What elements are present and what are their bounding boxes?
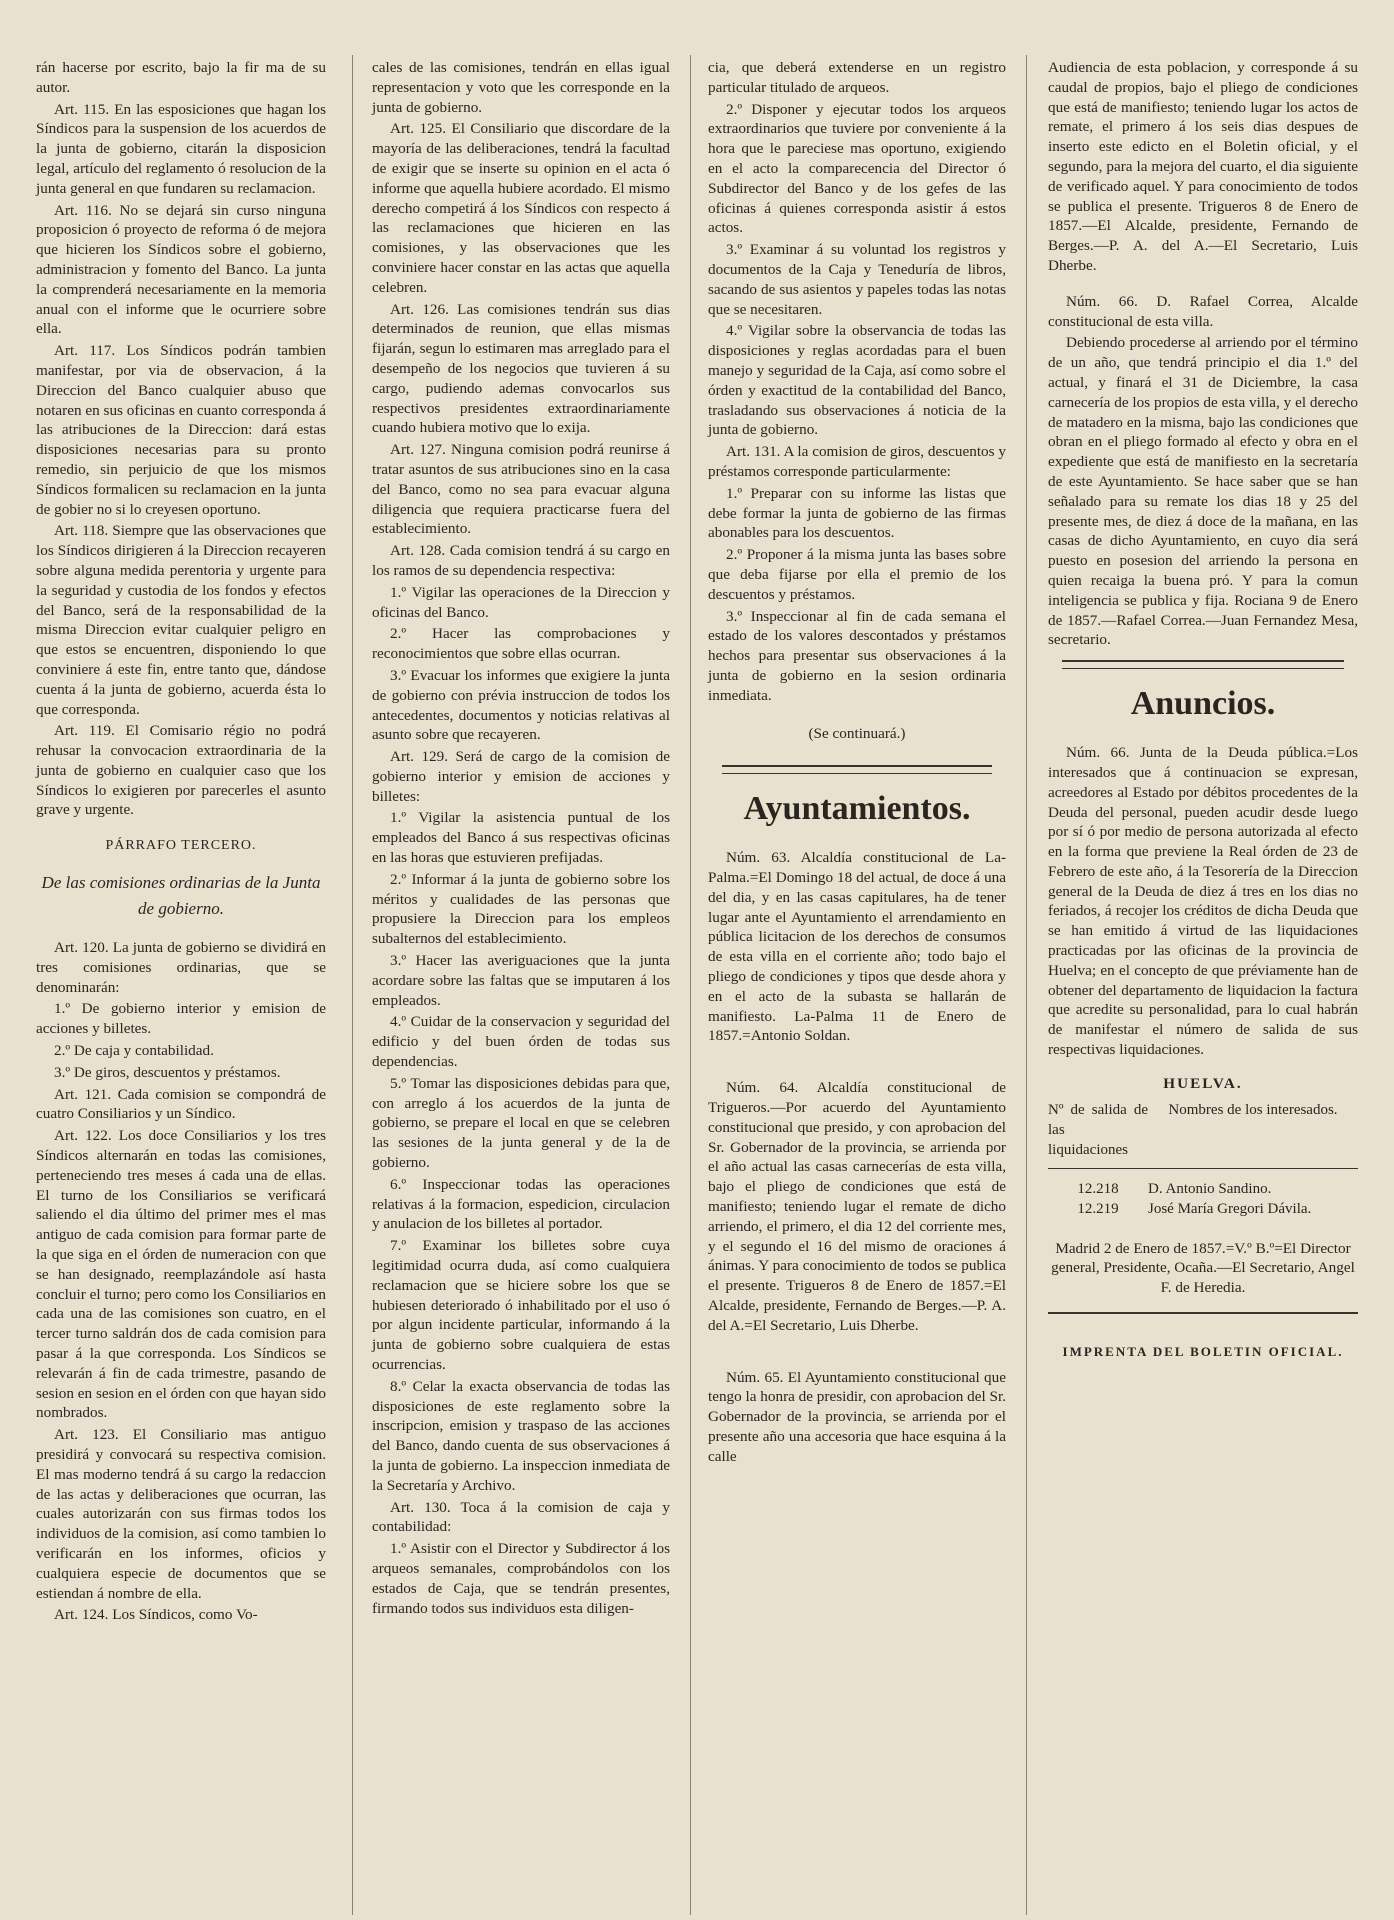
list-item: 1.º Asistir con el Director y Subdirector á los arqueos semanales, comprobándolos con los estados de Caja, que se tendrán presentes, firmando todos sus individuos esta diligen-: [372, 1540, 670, 1617]
table-header: [1048, 1100, 1358, 1160]
table-cell: 12.218: [1077, 1180, 1119, 1197]
signature: Madrid 2 de Enero de 1857.=V.º B.º=El Director general, Presidente, Ocaña.—El Secretario, Angel F. de Heredia.: [1051, 1239, 1355, 1297]
article-paragraph: Art. 127. Ninguna comision podrá reunirse á tratar asuntos de sus atribuciones sino en la casa del Banco, como no sea para evacuar alguna diligencia que requiera practicarse fuera del establecimiento.: [372, 441, 670, 538]
article-paragraph: Art. 116. No se dejará sin curso ninguna proposicion ó proyecto de reforma ó de mejora que hicieren los Síndicos sobre el gobierno, administracion y fomento del Banco. La junta la comprenderá necesariamente en la memoria anual con el informe que le ocurriere sobre ella.: [36, 201, 326, 338]
article-paragraph: Art. 125. El Consiliario que discordare de la mayoría de las deliberaciones, tendrá la facultad de exigir que se inserte su opinion en el acta ó informe que aquella hubiere acordado. El mismo derecho competirá á los Síndicos con respecto á las reclamaciones que hicieren en las comisiones, y las observaciones que les conviniere hacer constar en las actas que aquella celebren.: [372, 120, 670, 296]
list-item: 7.º Examinar los billetes sobre cuya legitimidad ocurra duda, así como cualquiera reclamacion que se hiciere sobre los que se hubiesen deteriorado ó inhabilitado por el uso ó por algun incidente particular, informando á la junta de gobierno sobre cualquiera de estas ocurrencias.: [372, 1237, 670, 1373]
list-item: 4.º Cuidar de la conservacion y seguridad del edificio y del buen órden de todas sus dependencias.: [372, 1013, 670, 1071]
imprint-rule: [1048, 1312, 1358, 1314]
list-item: 3.º Hacer las averiguaciones que la junta acordare sobre las faltas que se imputaren á los empleados.: [372, 952, 670, 1009]
column-rule: [352, 55, 353, 1915]
column-header: Nombres de los interesados.: [1168, 1101, 1338, 1118]
column-rule: [690, 55, 691, 1915]
list-item: 3.º Inspeccionar al fin de cada semana el estado de los valores descontados y préstamos hechos para presentar sus observaciones á la junta de gobierno en la sesion ordinaria inmediata.: [708, 607, 1006, 704]
paragraph: Audiencia de esta poblacion, y corresponde á su caudal de propios, bajo el pliego de condiciones que está de manifiesto; teniendo lugar los actos de remate, el primero á los seis dias despues de inserto este edicto en el Boletin oficial, y el segundo, para la mejora del cuarto, el dia siguiente de verificado aquel. Y para conocimiento de todos se publica el presente. Trigueros 8 de Enero de 1857.—El Alcalde, presidente, Fernando de Berges.—P. A. del A.—El Secretario, Luis Dherbe.: [1048, 59, 1358, 274]
table-cell: José María Gregori Dávila.: [1148, 1200, 1312, 1217]
column-header: Nº de salida de las liquidaciones: [1048, 1101, 1148, 1158]
list-item: 1.º Preparar con su informe las listas que debe formar la junta de gobierno de las firmas abonables para los descuentos.: [708, 484, 1006, 542]
article-paragraph: Art. 124. Los Síndicos, como Vo-: [54, 1606, 258, 1624]
table-cell: 12.219: [1077, 1200, 1119, 1217]
list-item: 1.º De gobierno interior y emision de acciones y billetes.: [36, 1000, 326, 1038]
column-4: [1048, 58, 1358, 1362]
column-3: [708, 58, 1006, 1469]
list-item: 3.º De giros, descuentos y préstamos.: [54, 1063, 281, 1081]
article-paragraph: Art. 126. Las comisiones tendrán sus dias determinados de reunion, que ellas mismas fijarán, segun lo estimaren mas arreglado para el desempeño de los negocios que tuvieren á su cargo, pudiendo ademas convocarlos sus respectivos presidentes extraordinariamente cuando hubiera motivo que lo exija.: [372, 300, 670, 437]
list-item: 3.º Examinar á su voluntad los registros y documentos de la Caja y Teneduría de libros, sacando de sus asientos y papeles todas las notas que se necesitaren.: [708, 241, 1006, 318]
notice: Núm. 66. Junta de la Deuda pública.=Los interesados que á continuacion se expresan, acreedores al Estado por débitos procedentes de la Deuda del personal, pueden acudir desde luego por sí ó por medio de persona autorizada al efecto en la forma que previene la Real órden de 23 de Febrero de este año, á la Tesorería de la Direccion general de la Deuda de diez á tres en los dias no feriados, á recojer los créditos de dicha Deuda que se han emitido á virtud de las liquidaciones practicadas por las oficinas de la provincia de Huelva; en el concepto de que préviamente han de obtener del departamento de liquidacion la factura que acredite su personalidad, para lo cual habrán de manifestar el número de salida de sus respectivas liquidaciones.: [1048, 744, 1358, 1059]
table-row: [1048, 1199, 1358, 1219]
list-item: 2.º De caja y contabilidad.: [54, 1042, 214, 1060]
notice: Debiendo procederse al arriendo por el término de un año, que tendrá principio el dia 1.º del actual, y finará el 31 de Diciembre, la casa carnecería de los propios de esta villa, y el derecho de matadero en la misma, bajo las condiciones que obran en el pliego formado al efecto y obra en el expediente que está de manifiesto en la secretaría de este Ayuntamiento. Se hace saber que se han señalado para su remate los dias 18 y 25 del presente mes, de diez á doce de la mañana, en las casas de dicho Ayuntamiento, en cuyo dia será puesto en posesion del arriendo la persona en quien recaiga la buena pró. Y para la comun inteligencia se publica y fija. Rociana 9 de Enero de 1857.—Rafael Correa.—Juan Fernandez Mesa, secretario.: [1048, 334, 1358, 649]
list-item: 2.º Disponer y ejecutar todos los arqueos extraordinarios que tuviere por conveniente á la hora que le pareciese mas oportuno, exigiendo en el acto la comparecencia del Director ó Subdirector del Banco y de los gefes de las oficinas á quienes corresponda asistir á estos actos.: [708, 100, 1006, 237]
paragraph: cales de las comisiones, tendrán en ellas igual representacion y voto que les corresponde en la junta de gobierno.: [372, 59, 670, 116]
table-title: HUELVA.: [1163, 1074, 1243, 1092]
table-cell: D. Antonio Sandino.: [1148, 1180, 1272, 1197]
notice-heading: Núm. 66. D. Rafael Correa, Alcalde constitucional de esta villa.: [1048, 292, 1358, 330]
article-paragraph: Art. 131. A la comision de giros, descuentos y préstamos corresponde particularmente:: [708, 443, 1006, 480]
table-row: [1048, 1179, 1358, 1199]
article-paragraph: Art. 115. En las esposiciones que hagan los Síndicos para la suspension de los acuerdos de la junta de gobierno, citarán la disposicion legal, artículo del reglamento ó resolucion de la junta general en que fundaren su reclamacion.: [36, 100, 326, 197]
article-paragraph: Art. 120. La junta de gobierno se dividirá en tres comisiones ordinarias, que se denominarán:: [36, 939, 326, 996]
list-item: 1.º Vigilar la asistencia puntual de los empleados del Banco á sus respectivas oficinas en las horas que estuvieren prefijadas.: [372, 809, 670, 867]
section-label: PÁRRAFO TERCERO.: [105, 838, 257, 854]
column-2: [372, 58, 670, 1620]
article-paragraph: Art. 118. Siempre que las observaciones que los Síndicos dirigieren á la Direccion recayeren sobre alguna medida perentoria y urgente para la seguridad y custodia de los fondos y efectos del Banco, será de la responsabilidad de la misma Direccion evitar cualquier peligro en que estos se encuentren, disponiendo lo que conviniere á este fin, entre tanto que, dándose cuenta á la junta de gobierno, acuerda ésta lo que corresponda.: [36, 522, 326, 718]
article-paragraph: Art. 123. El Consiliario mas antiguo presidirá y convocará su respectiva comision. El mas moderno tendrá á su cargo la redaccion de las actas y deliberaciones que ocurran, las cuales autorizarán con sus firmas todos los individuos de la comision, así como tambien lo verificarán en los informes, oficios y cualquiera especie de documentos que se estiendan á nombre de ella.: [36, 1426, 326, 1602]
column-rule: [1026, 55, 1027, 1915]
section-heading-ayuntamientos: Ayuntamientos.: [743, 790, 971, 828]
article-paragraph: Art. 130. Toca á la comision de caja y contabilidad:: [372, 1498, 670, 1536]
article-paragraph: Art. 119. El Comisario régio no podrá rehusar la convocacion extraordinaria de la junta de gobierno en cualquier caso que los Síndicos lo exigieren por parecerles el asunto grave y urgente.: [36, 722, 326, 819]
list-item: 3.º Evacuar los informes que exigiere la junta de gobierno con prévia instruccion de todos los antecedentes, documentos y noticias relativas al asunto sobre que recayeren.: [372, 666, 670, 744]
double-rule: [1062, 660, 1344, 669]
article-paragraph: Art. 122. Los doce Consiliarios y los tres Síndicos alternarán en todas las comisiones, perteneciendo tres meses á cada una de ellas. El turno de los Consiliarios se verificará saliendo el dia último del primer mes el mas antiguo de cada comision para formar parte de la que siga en el órden de numeracion con que se han designado, reemplazándole así hasta concluir el turno; pero como los Consiliarios en cada una de las comisiones son cuatro, en el tercer turno saldrán dos de cada comision para pasar á la que corresponda. Los Síndicos se relevarán á fin de cada trimestre, pasando de sesion en sesion en el órden con que hayan sido nombrados.: [36, 1127, 326, 1422]
paragraph: rán hacerse por escrito, bajo la fir ma de su autor.: [36, 59, 326, 96]
article-paragraph: Art. 117. Los Síndicos podrán tambien manifestar, por via de observacion, á la Direccion del Banco cualquier abuso que notaren en sus oficinas en cuanto corresponda á las atribuciones de la Direccion: dará estas disposiciones necesarias para su pronto remedio, sin perjuicio de que los mismos Síndicos formalicen su reclamacion en la junta de gobier no si lo creyesen oportuno.: [36, 342, 326, 518]
list-item: 4.º Vigilar sobre la observancia de todas las disposiciones y reglas acordadas para el buen manejo y seguridad de la Caja, así como sobre el órden y exactitud de la contabilidad del Banco, trasladando sus observaciones á noticia de la junta de gobierno.: [708, 322, 1006, 439]
list-item: 6.º Inspeccionar todas las operaciones relativas á la formacion, espedicion, circulacion y anulacion de los billetes al portador.: [372, 1175, 670, 1233]
list-item: 2.º Proponer á la misma junta las bases sobre que deba fijarse por ella el premio de los descuentos y préstamos.: [708, 546, 1006, 603]
list-item: 8.º Celar la exacta observancia de todas las disposiciones de este reglamento sobre la inscripcion, emision y traspaso de las acciones del Banco, dando cuenta de sus observaciones á la junta de gobierno. La inspeccion inmediata de la Secretaría y Archivo.: [372, 1377, 670, 1494]
list-item: 2.º Informar á la junta de gobierno sobre los méritos y cualidades de las personas que propusiere la Direccion para los empleos subalternos del establecimiento.: [372, 870, 670, 948]
notice: Núm. 64. Alcaldía constitucional de Trigueros.—Por acuerdo del Ayuntamiento constitucional que presido, y con aprobacion del Sr. Gobernador de la provincia, se arrienda por el año actual las casas carnecerías de esta villa, bajo el pliego de condiciones que está de manifiesto; teniendo lugar el remate de dicho arriendo, el primero, el dia 12 del corriente mes, y el segundo el 16 del mismo de oraciones á ánimas. Y para conocimiento de todos se publica el presente. Trigueros 8 de Enero de 1857.=El Alcalde, presidente, Fernando de Berges.—P. A. del A.=El Secretario, Luis Dherbe.: [708, 1079, 1006, 1334]
section-heading-anuncios: Anuncios.: [1130, 685, 1276, 723]
paragraph: cia, que deberá extenderse en un registro particular titulado de arqueos.: [708, 59, 1006, 96]
section-title: De las comisiones ordinarias de la Junta de gobierno.: [41, 873, 321, 919]
list-item: 5.º Tomar las disposiciones debidas para que, con arreglo á los acuerdos de la junta de gobierno, se prepare el local en que se celebren las sesiones de la junta general y de la de gobierno.: [372, 1074, 670, 1172]
article-paragraph: Art. 129. Será de cargo de la comision de gobierno interior y emision de acciones y billetes:: [372, 748, 670, 805]
article-paragraph: Art. 121. Cada comision se compondrá de cuatro Consiliarios y un Síndico.: [36, 1085, 326, 1123]
imprint: IMPRENTA DEL BOLETIN OFICIAL.: [1062, 1344, 1344, 1360]
double-rule: [722, 765, 992, 774]
continuation-note: (Se continuará.): [808, 724, 906, 742]
notice: Núm. 65. El Ayuntamiento constitucional que tengo la honra de presidir, con aprobacion del Sr. Gobernador de la provincia, se arrienda por el presente año una accesoria que hace esquina á la calle: [708, 1368, 1006, 1465]
table-rule: [1048, 1168, 1358, 1169]
article-paragraph: Art. 128. Cada comision tendrá á su cargo en los ramos de su dependencia respectiva:: [372, 542, 670, 579]
list-item: 2.º Hacer las comprobaciones y reconocimientos que sobre ellas ocurran.: [372, 625, 670, 663]
list-item: 1.º Vigilar las operaciones de la Direccion y oficinas del Banco.: [372, 583, 670, 621]
notice: Núm. 63. Alcaldía constitucional de La-Palma.=El Domingo 18 del actual, de doce á una del dia, y en las casas capitulares, ha de tener lugar ante el Ayuntamiento el arrendamiento en pública licitacion de los derechos de consumos de esta villa en el corriente año; todo bajo el pliego de condiciones y tipos que desde ahora y en el acto de la subasta se hallarán de manifiesto. La-Palma 11 de Enero de 1857.=Antonio Soldan.: [708, 849, 1006, 1045]
column-1: [36, 58, 326, 1627]
